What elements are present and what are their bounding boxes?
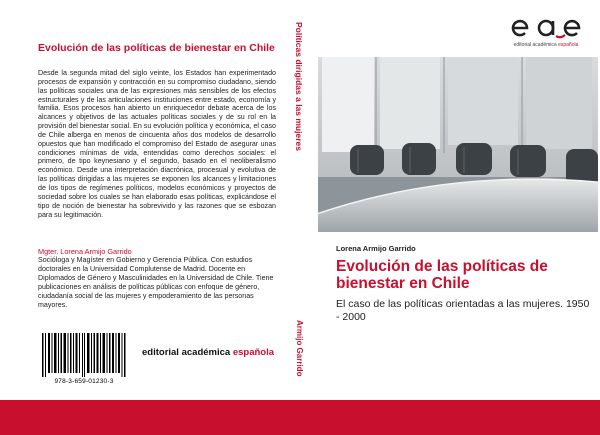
logo-caption-accent: española	[558, 42, 579, 48]
back-cover	[0, 0, 287, 400]
front-cover-title: Evolución de las políticas de bienestar en Chile	[336, 258, 548, 292]
eae-logo-icon	[501, 14, 591, 42]
front-cover-author: Lorena Armijo Garrido	[336, 244, 416, 253]
publisher-accent-text: española	[232, 347, 275, 358]
publisher-name-back	[142, 347, 274, 358]
barcode-icon	[42, 333, 126, 377]
front-cover	[311, 0, 600, 400]
front-cover-subtitle: El caso de las políticas orientadas a las mujeres. 1950 - 2000	[336, 298, 590, 323]
spine-author: Armijo Garrido	[295, 320, 304, 377]
back-cover-author-bio: Socióloga y Magíster en Gobierno y Gerencia Pública. Con estudios doctorales en la Universidad Complutense de Madrid. Docente en Diplomados de Género y Masculinidades en la Universidad de Chile. Tiene publicaciones en análisis de políticas públicas con enfoque de género, ciudadanía social de las mujeres y empoderamiento de las personas mayores.	[38, 256, 274, 309]
back-cover-title: Evolución de las políticas de bienestar en Chile	[38, 42, 275, 54]
back-cover-summary: Desde la segunda mitad del siglo veinte, los Estados han experimentado procesos de expansión y contracción en su compromiso ciudadano, siendo las políticas sociales una de las expresiones más sensibles de los efectos estructurales y de las articulaciones instituciones entre estado, economía y familia. Esos procesos han abierto un enriquecedor debate acerca de los alcances y objetivos de las actuales políticas sociales y de su rol en la provisión del bienestar social. En su evolución política y económica, el caso de Chile alberga en menos de cincuenta años dos modelos de desarrollo opuestos que han modificado el compromiso del Estado de asegurar unas condiciones mínimas de vida, entendidas como derechos sociales: el primero, de tipo keynesiano y el segundo, basado en el neoliberalismo económico. Desde una interpretación diacrónica, procesual y evolutiva de las políticas dirigidas a las mujeres se exponen los alcances y limitaciones de los tipos de regímenes políticos, modelos económicos y proyectos de sociedad sobre los cuales se han elaborado esas políticas, explicándose el tipo de noción de bienestar ha sobrevivido y las razones que se esbozan para su legitimación.	[38, 69, 276, 219]
spine-title: Políticas dirigidas a las mujeres	[294, 22, 304, 151]
publisher-main-text: editorial académica	[142, 347, 233, 358]
back-cover-author-name: Mgter. Lorena Armijo Garrido	[38, 247, 132, 256]
spine	[287, 0, 311, 400]
conference-room-illustration	[318, 57, 598, 232]
conference-room-photo	[318, 57, 598, 232]
logo-caption-main: editorial académica	[513, 42, 559, 48]
isbn-number: 978-3-659-01230-3	[54, 378, 114, 385]
bottom-color-band	[0, 400, 600, 435]
publisher-logo	[501, 14, 591, 54]
logo-caption	[501, 42, 591, 48]
barcode	[38, 331, 130, 391]
